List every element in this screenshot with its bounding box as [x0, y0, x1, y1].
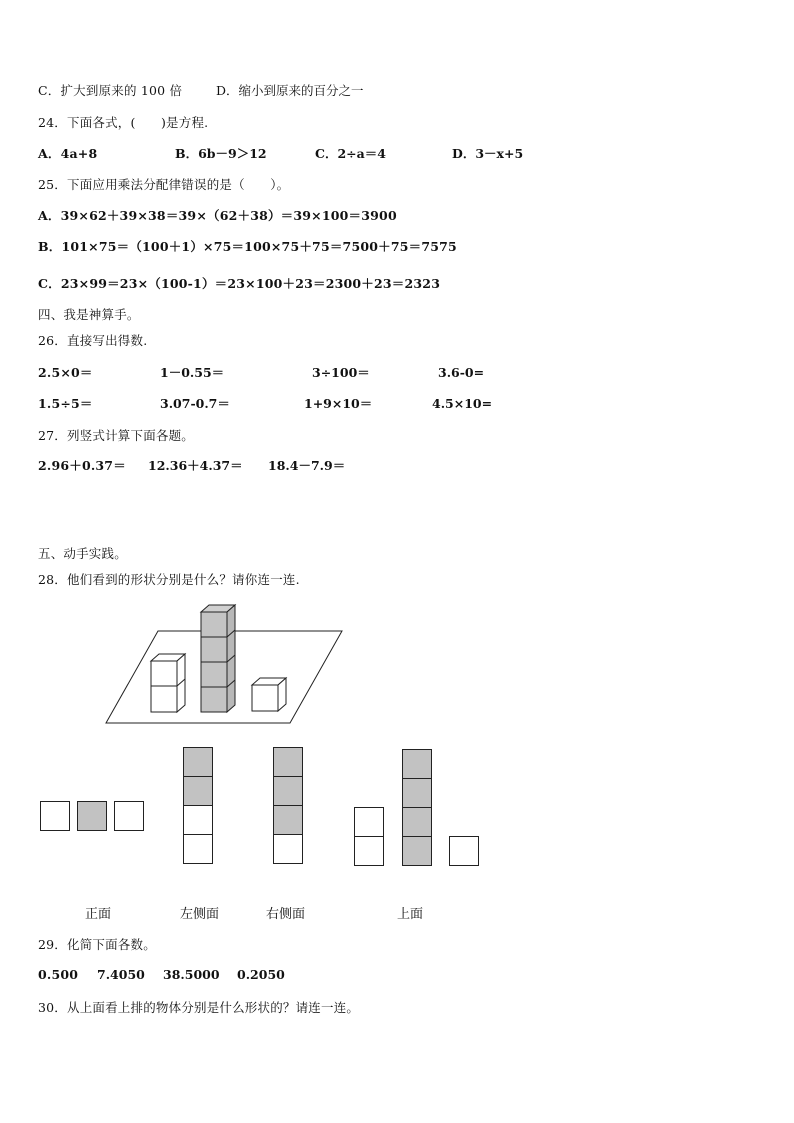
- q24-option-c: C．2÷a＝4: [315, 146, 386, 161]
- q23-option-d: D．缩小到原来的百分之一: [216, 83, 364, 98]
- q27-item1: 2.96＋0.37＝: [38, 458, 126, 473]
- q25-stem: 25．下面应用乘法分配律错误的是（ ）。: [38, 177, 290, 192]
- q26-r1-item4: 3.6-0=: [438, 365, 485, 380]
- q28-stem: 28．他们看到的形状分别是什么？请你连一连.: [38, 572, 300, 587]
- section-5-heading: 五、动手实践。: [38, 546, 127, 561]
- q26-r1-item3: 3÷100＝: [312, 365, 370, 380]
- view-label-left: 左侧面: [180, 907, 220, 922]
- q29-item3: 38.5000: [163, 967, 220, 982]
- left-cube-stack: [151, 654, 185, 712]
- q24-option-a: A．4a+8: [38, 146, 98, 161]
- q23-option-c: C．扩大到原来的 100 倍: [38, 83, 183, 98]
- view-label-front: 正面: [85, 907, 112, 922]
- q24-option-b: B．6b－9＞12: [175, 146, 267, 161]
- single-cube: [252, 678, 286, 711]
- view-label-top: 上面: [397, 907, 424, 922]
- q26-r2-item1: 1.5÷5＝: [38, 396, 93, 411]
- q27-item3: 18.4－7.9＝: [268, 458, 346, 473]
- section-4-heading: 四、我是神算手。: [38, 307, 140, 322]
- tall-cube-stack: [201, 605, 235, 712]
- q30-stem: 30．从上面看上排的物体分别是什么形状的？请连一连。: [38, 1000, 360, 1015]
- q24-option-d: D．3－x+5: [452, 146, 524, 161]
- q26-r2-item2: 3.07-0.7＝: [160, 396, 230, 411]
- q24-stem: 24．下面各式，( )是方程.: [38, 115, 209, 130]
- q29-item4: 0.2050: [237, 967, 285, 982]
- q26-r2-item3: 1+9×10＝: [304, 396, 373, 411]
- q25-option-c: C．23×99＝23×（100-1）＝23×100＋23＝2300＋23＝2323: [38, 276, 441, 291]
- q25-option-b: B．101×75＝（100＋1）×75＝100×75＋75＝7500＋75＝7575: [38, 239, 457, 254]
- q29-stem: 29．化简下面各数。: [38, 937, 156, 952]
- q26-r1-item2: 1－0.55＝: [160, 365, 225, 380]
- view-label-right: 右侧面: [266, 907, 306, 922]
- q26-r2-item4: 4.5×10=: [432, 396, 493, 411]
- q26-r1-item1: 2.5×0＝: [38, 365, 93, 380]
- q27-item2: 12.36＋4.37＝: [148, 458, 243, 473]
- q29-item2: 7.4050: [97, 967, 145, 982]
- q25-option-a: A．39×62＋39×38＝39×（62＋38）＝39×100＝3900: [38, 208, 397, 223]
- q29-item1: 0.500: [38, 967, 79, 982]
- q27-stem: 27．列竖式计算下面各题。: [38, 428, 195, 443]
- q26-stem: 26．直接写出得数.: [38, 333, 148, 348]
